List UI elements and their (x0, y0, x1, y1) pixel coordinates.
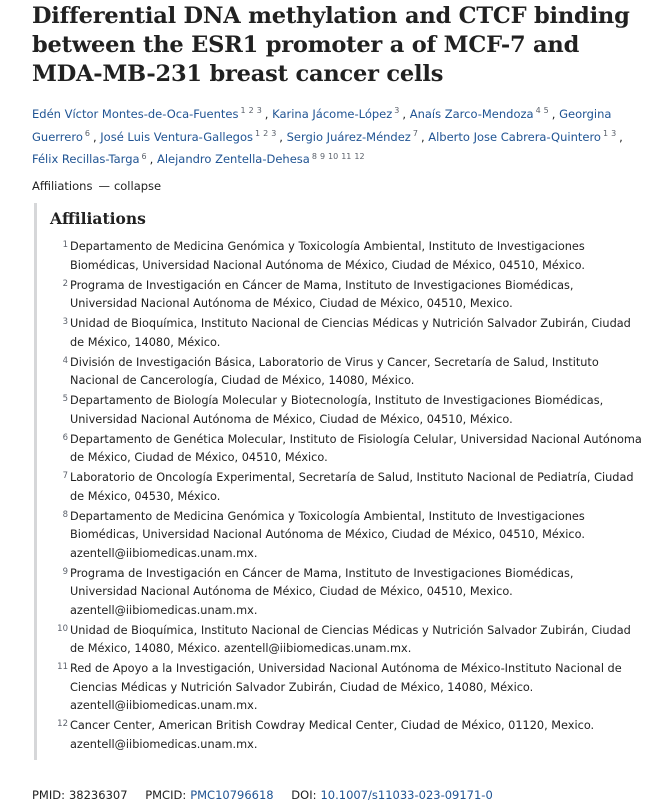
author-affiliation-refs (85, 129, 93, 138)
affiliations-toggle[interactable] (32, 179, 642, 193)
affiliation-ref[interactable]: 12 (354, 151, 365, 161)
affiliation-number: 5 (62, 394, 68, 405)
doi-link[interactable]: 10.1007/s11033-023-09171-0 (320, 787, 493, 802)
affiliation-number: 12 (57, 719, 68, 730)
author-affiliation-refs (536, 106, 552, 115)
author-affiliation-refs (241, 106, 265, 115)
dash-icon: — (98, 179, 110, 194)
affiliation-text: Departamento de Biología Molecular y Biotecnología, Instituto de Investigaciones Biomédicas, Universidad Nacional Autónoma de México, Ciudad de México, 04510, México. (70, 394, 604, 426)
affiliation-number: 6 (62, 432, 68, 443)
author-name-link[interactable]: Georgina Guerrero (32, 106, 612, 144)
affiliation-number: 4 (62, 355, 68, 366)
author-separator: , (264, 106, 269, 121)
author-separator: , (149, 152, 154, 167)
affiliation-ref[interactable]: 1 (255, 128, 261, 138)
author-item (272, 107, 406, 121)
author-name-link[interactable]: Alberto Jose Cabrera-Quintero (428, 129, 601, 144)
author-separator: , (619, 129, 623, 144)
affiliation-text: Cancer Center, American British Cowdray Medical Center, Ciudad de México, 01120, Mexico. azentell@iibiomedicas.unam.mx. (70, 719, 595, 751)
author-name-link[interactable]: Félix Recillas-Targa (32, 152, 140, 167)
author-name-link[interactable]: Sergio Juárez-Méndez (286, 129, 411, 144)
affiliation-ref[interactable]: 2 (248, 106, 254, 115)
affiliation-number: 7 (62, 471, 68, 482)
affiliation-text: Departamento de Genética Molecular, Instituto de Fisiología Celular, Universidad Nacional Autónoma de México, Ciudad de México, 04510, México. (70, 432, 642, 465)
affiliation-item (50, 315, 642, 352)
author-affiliation-refs (413, 129, 421, 138)
affiliation-ref[interactable]: 8 (311, 151, 317, 161)
pmid-value: 38236307 (68, 787, 128, 802)
affiliation-text: Unidad de Bioquímica, Instituto Nacional de Ciencias Médicas y Nutrición Salvador Zubirán, Ciudad de México, 14080, México. (70, 317, 631, 349)
affiliation-ref[interactable]: 3 (394, 106, 400, 115)
author-affiliation-refs (142, 152, 150, 161)
author-list (32, 101, 642, 169)
article-identifiers (32, 788, 642, 802)
author-item (428, 130, 623, 144)
affiliation-ref[interactable]: 5 (543, 106, 549, 115)
affiliation-item (50, 238, 642, 275)
affiliation-number: 8 (62, 509, 68, 520)
author-name-link[interactable]: Edén Víctor Montes-de-Oca-Fuentes (32, 106, 239, 121)
affiliations-panel (34, 203, 642, 760)
affiliation-text: Programa de Investigación en Cáncer de Mama, Instituto de Investigaciones Biomédicas, Universidad Nacional Autónoma de México, Ciudad de México, 04510, Mexico. azentell@iibiomedicas.unam.mx. (70, 566, 574, 617)
affiliation-item (50, 508, 642, 564)
affiliation-text: Laboratorio de Oncología Experimental, Secretaría de Salud, Instituto Nacional de Pediatría, Ciudad de México, 04530, México. (70, 471, 634, 503)
author-affiliation-refs (603, 129, 619, 138)
affiliation-ref[interactable]: 6 (84, 128, 90, 138)
affiliation-ref[interactable]: 3 (611, 128, 617, 138)
author-separator: , (402, 106, 407, 121)
affiliation-item (50, 354, 642, 391)
author-separator: , (551, 106, 556, 121)
author-item (32, 107, 268, 121)
article-title: Differential DNA methylation and CTCF binding between the ESR1 promoter a of MCF-7 and MDA-MB-231 breast cancer cells (32, 3, 630, 87)
pmcid-link[interactable]: PMC10796618 (190, 787, 274, 802)
affiliation-item (50, 565, 642, 621)
affiliation-ref[interactable]: 4 (535, 106, 541, 115)
affiliation-item (50, 469, 642, 506)
affiliation-text: Programa de Investigación en Cáncer de Mama, Instituto de Investigaciones Biomédicas, Universidad Nacional Autónoma de México, Ciudad de México, 04510, Mexico. (70, 278, 574, 311)
doi-label: DOI: (291, 787, 317, 802)
affiliation-ref[interactable]: 1 (240, 106, 246, 115)
affiliations-toggle-label: Affiliations (32, 179, 93, 194)
affiliation-text: Red de Apoyo a la Investigación, Universidad Nacional Autónoma de México-Instituto Nacional de Ciencias Médicas y Nutrición Salvador Zubirán, Ciudad de México, 14080, México. azentell@iibiomedicas.unam.mx. (70, 662, 622, 713)
author-affiliation-refs (312, 152, 368, 161)
affiliation-ref[interactable]: 1 (602, 128, 609, 138)
author-item (410, 107, 556, 121)
affiliation-ref[interactable]: 6 (141, 151, 147, 161)
affiliation-number: 11 (57, 662, 68, 673)
affiliations-list (50, 238, 642, 754)
affiliation-ref[interactable]: 7 (412, 128, 418, 138)
affiliation-text: Unidad de Bioquímica, Instituto Nacional de Ciencias Médicas y Nutrición Salvador Zubirán, Ciudad de México, 14080, México. azentell@iibiomedicas.unam.mx. (70, 623, 631, 656)
affiliation-ref[interactable]: 3 (256, 106, 262, 115)
affiliation-number: 1 (62, 240, 68, 251)
affiliation-number: 9 (62, 566, 68, 577)
affiliation-item (50, 431, 642, 468)
affiliation-number: 3 (62, 317, 68, 328)
affiliation-number: 2 (62, 278, 68, 289)
affiliation-ref[interactable]: 9 (319, 151, 326, 161)
affiliation-item (50, 277, 642, 314)
author-affiliation-refs (255, 129, 279, 138)
author-separator: , (92, 129, 97, 144)
author-separator: , (279, 129, 283, 144)
affiliations-heading: Affiliations (50, 209, 146, 229)
affiliation-ref[interactable]: 2 (263, 128, 269, 138)
affiliation-item (50, 660, 642, 716)
author-name-link[interactable]: Alejandro Zentella-Dehesa (156, 152, 310, 167)
affiliation-item (50, 717, 642, 754)
pmcid-label: PMCID: (145, 787, 187, 802)
author-separator: , (420, 129, 425, 144)
affiliation-text: División de Investigación Básica, Laboratorio de Virus y Cancer, Secretaría de Salud, Instituto Nacional de Cancerología, Ciudad de México, 14080, México. (70, 355, 599, 388)
author-name-link[interactable]: José Luis Ventura-Gallegos (100, 129, 253, 144)
collapse-link[interactable]: collapse (113, 179, 162, 194)
affiliation-item (50, 622, 642, 659)
author-item (100, 130, 283, 144)
author-name-link[interactable]: Karina Jácome-López (272, 106, 393, 121)
affiliation-ref[interactable]: 10 (328, 151, 339, 161)
affiliation-ref[interactable]: 11 (341, 151, 352, 161)
affiliation-item (50, 392, 642, 429)
author-item (157, 152, 368, 166)
author-item (32, 152, 153, 166)
affiliation-text: Departamento de Medicina Genómica y Toxicología Ambiental, Instituto de Investigaciones Biomédicas, Universidad Nacional Autónoma de México, Ciudad de México, 04510, México. azentell@iibiomedicas.unam.mx. (70, 509, 585, 560)
affiliation-text: Departamento de Medicina Genómica y Toxicología Ambiental, Instituto de Investigaciones Biomédicas, Universidad Nacional Autónoma de México, Ciudad de México, 04510, México. (70, 240, 585, 272)
author-name-link[interactable]: Anaís Zarco-Mendoza (409, 106, 534, 121)
affiliation-ref[interactable]: 3 (271, 128, 277, 138)
affiliation-number: 10 (57, 623, 68, 634)
author-item (287, 130, 425, 144)
pmid-label: PMID: (32, 787, 65, 802)
